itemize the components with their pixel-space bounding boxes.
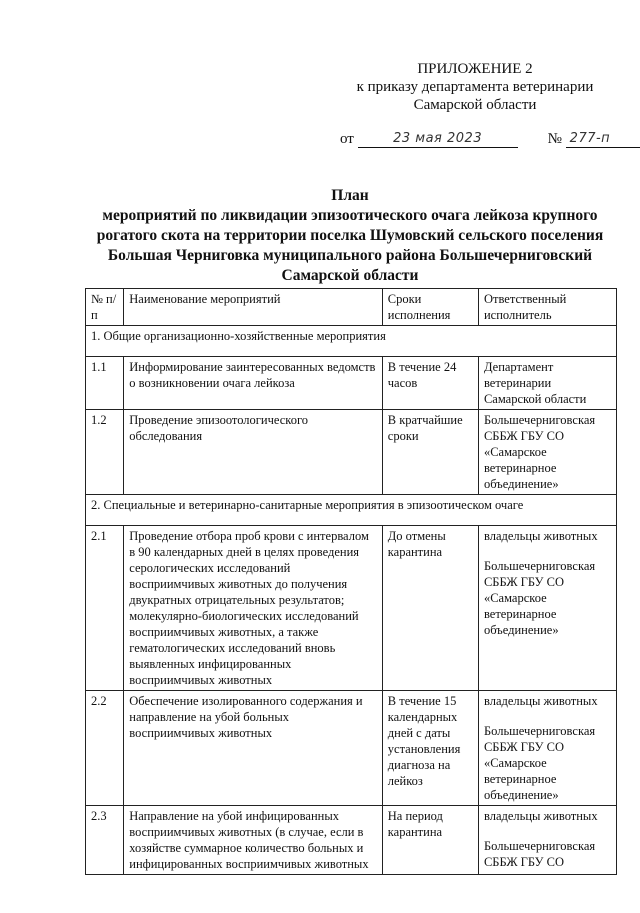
- date-value: 23 мая 2023: [393, 131, 483, 146]
- responsible-gap: [484, 544, 611, 558]
- row-responsible: Департамент ветеринарии Самарской области: [478, 357, 616, 410]
- number-value: 277-п: [569, 131, 611, 146]
- responsible-vet-service: Большечерниговская СББЖ ГБУ СО «Самарское ветеринарное объединение»: [483, 724, 596, 802]
- header-name: Наименование мероприятий: [124, 289, 383, 326]
- row-term: До отмены карантина: [382, 526, 478, 691]
- appendix-line-1: к приказу департамента ветеринарии: [356, 79, 594, 95]
- header-responsible: Ответственный исполнитель: [478, 289, 616, 326]
- section-1-title: 1. Общие организационно-хозяйственные мероприятия: [86, 326, 617, 357]
- row-name: Обеспечение изолированного содержания и направление на убой больных восприимчивых животных: [124, 691, 383, 806]
- row-name: Проведение отбора проб крови с интервалом в 90 календарных дней в целях проведения серологических исследований восприимчивых животных до получения двукратных отрицательных результатов; молекулярно-биологических исследований восприимчивых животных, а также гематологических исследований вновь выявленных инфицированных восприимчивых животных: [124, 526, 383, 691]
- row-responsible: Большечерниговская СББЖ ГБУ СО «Самарское ветеринарное объединение»: [478, 410, 616, 495]
- responsible-owners: владельцы животных: [483, 694, 598, 708]
- order-reference: [340, 130, 630, 148]
- table-row: [86, 357, 617, 410]
- table-header-row: [86, 289, 617, 326]
- table-row: [86, 410, 617, 495]
- table-row: [86, 526, 617, 691]
- appendix-title: ПРИЛОЖЕНИЕ 2: [417, 61, 533, 77]
- plan-word: План: [331, 187, 369, 204]
- plan-heading: [80, 186, 620, 286]
- row-num: 1.1: [86, 357, 124, 410]
- number-field: [566, 130, 640, 148]
- row-term: В течение 24 часов: [382, 357, 478, 410]
- plan-title-line-2: рогатого скота на территории поселка Шумовский сельского поселения: [96, 227, 604, 244]
- row-num: 1.2: [86, 410, 124, 495]
- responsible-owners: владельцы животных: [483, 529, 598, 543]
- row-responsible: [478, 526, 616, 691]
- row-responsible: [478, 691, 616, 806]
- plan-title-line-4: Самарской области: [281, 267, 419, 284]
- row-term: На период карантина: [382, 806, 478, 875]
- header-num: № п/п: [86, 289, 124, 326]
- row-name: Проведение эпизоотологического обследования: [124, 410, 383, 495]
- number-prefix: №: [547, 131, 562, 147]
- row-num: 2.1: [86, 526, 124, 691]
- responsible-owners: владельцы животных: [483, 809, 598, 823]
- measures-table: [85, 288, 617, 875]
- plan-title-line-3: Большая Черниговка муниципального района Большечерниговский: [107, 247, 593, 264]
- row-name: Направление на убой инфицированных восприимчивых животных (в случае, если в хозяйстве суммарное количество больных и инфицированных восприимчивых животных: [124, 806, 383, 875]
- responsible-vet-service: Большечерниговская СББЖ ГБУ СО: [483, 839, 596, 869]
- table-row: [86, 691, 617, 806]
- row-num: 2.2: [86, 691, 124, 806]
- responsible-vet-service: Большечерниговская СББЖ ГБУ СО «Самарское ветеринарное объединение»: [483, 559, 596, 637]
- row-responsible: [478, 806, 616, 875]
- section-row-1: [86, 326, 617, 357]
- row-name: Информирование заинтересованных ведомств о возникновении очага лейкоза: [124, 357, 383, 410]
- responsible-gap: [484, 709, 611, 723]
- appendix-line-2: Самарской области: [413, 97, 537, 113]
- section-row-2: [86, 495, 617, 526]
- table-row: [86, 806, 617, 875]
- date-field: [358, 130, 518, 148]
- row-term: В течение 15 календарных дней с даты установления диагноза на лейкоз: [382, 691, 478, 806]
- responsible-gap: [484, 824, 611, 838]
- section-2-title: 2. Специальные и ветеринарно-санитарные мероприятия в эпизоотическом очаге: [86, 495, 617, 526]
- row-term: В кратчайшие сроки: [382, 410, 478, 495]
- header-term: Сроки исполнения: [382, 289, 478, 326]
- date-prefix: от: [340, 131, 354, 147]
- appendix-block: [330, 60, 620, 114]
- plan-title-line-1: мероприятий по ликвидации эпизоотического очага лейкоза крупного: [102, 207, 598, 224]
- row-num: 2.3: [86, 806, 124, 875]
